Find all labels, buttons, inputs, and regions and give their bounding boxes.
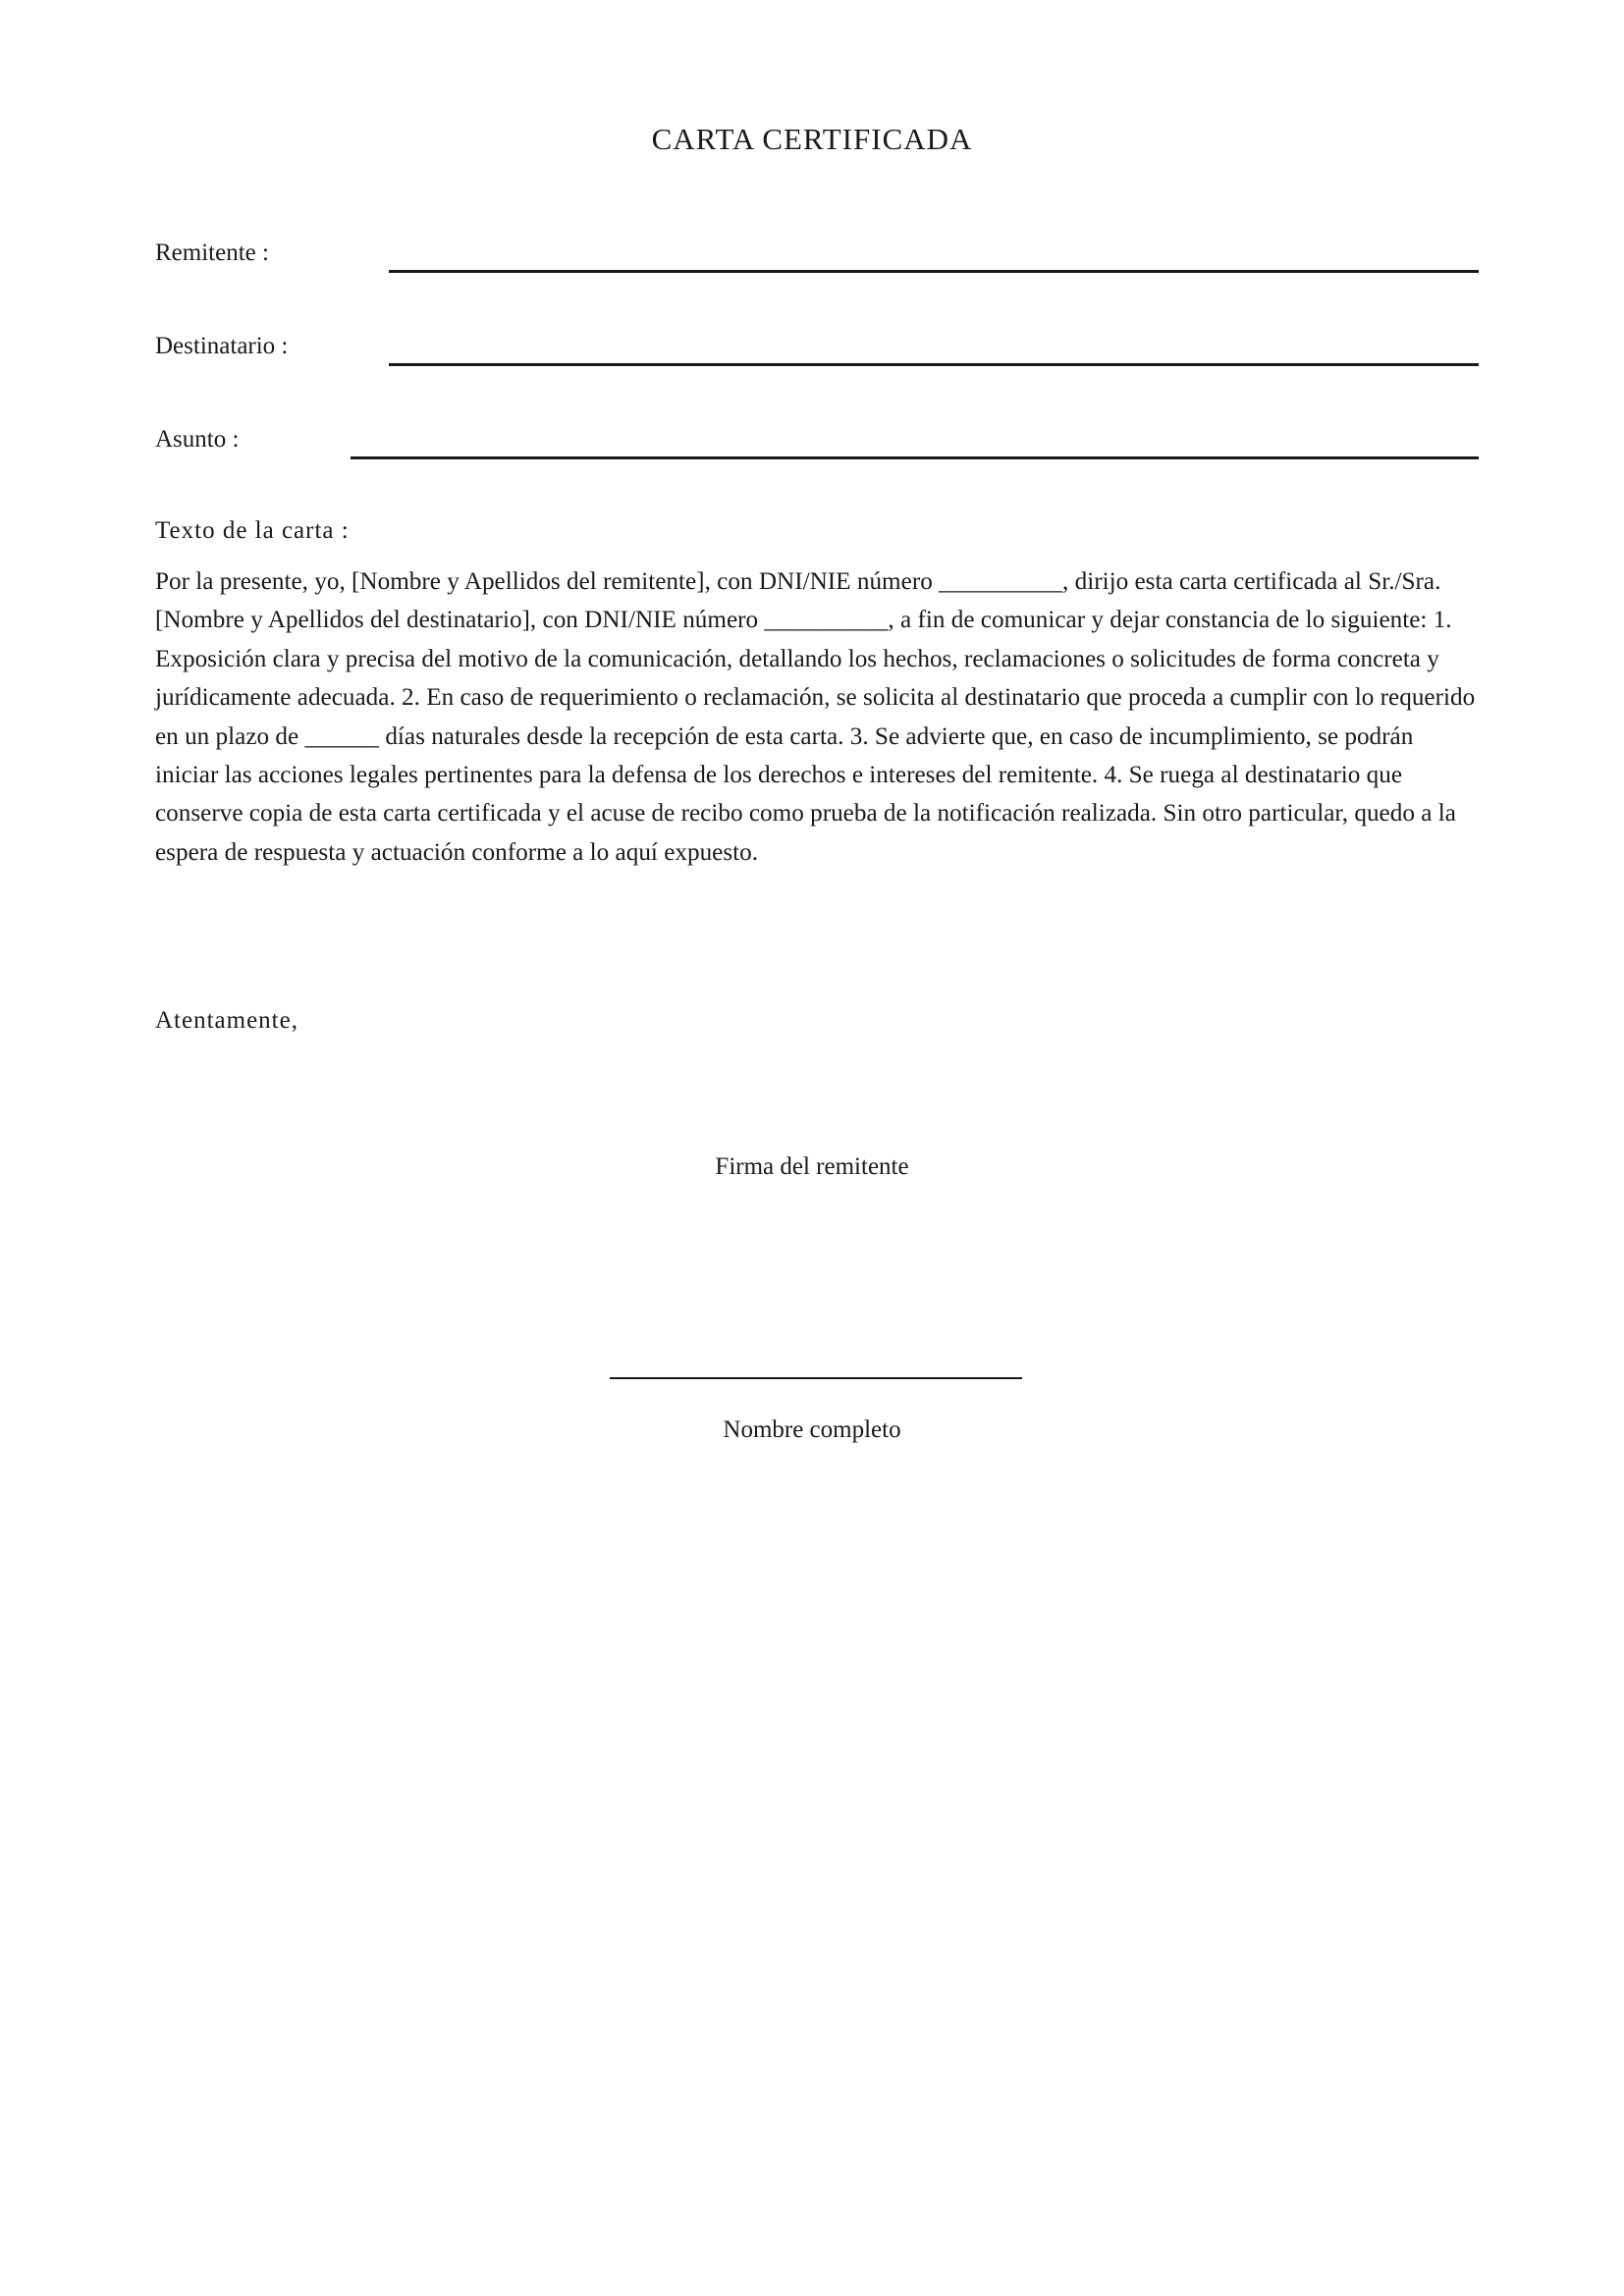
signature-line xyxy=(610,1377,1022,1379)
closing-text: Atentamente, xyxy=(155,1007,298,1034)
letter-body: Por la presente, yo, [Nombre y Apellidos del remitente], con DNI/NIE número __________, dirijo esta carta certificada al Sr./Sra. [Nombre y Apellidos del destinatario], con DNI/NIE número __________, a fin de comunicar y dejar constancia de lo siguiente: 1. Exposición clara y precisa del motivo de la comunicación, detallando los hechos, reclamaciones o solicitudes de forma concreta y jurídicamente adecuada. 2. En caso de requerimiento o reclamación, se solicita al destinatario que proceda a cumplir con lo requerido en un plazo de ______ días naturales desde la recepción de esta carta. 3. Se advierte que, en caso de incumplimiento, se podrán iniciar las acciones legales pertinentes para la defensa de los derechos e intereses del remitente. 4. Se ruega al destinatario que conserve copia de esta carta certificada y el acuse de recibo como prueba de la notificación realizada. Sin otro particular, quedo a la espera de respuesta y actuación conforme a lo aquí expuesto. xyxy=(155,568,1476,866)
full-name-label: Nombre completo xyxy=(723,1416,901,1443)
letter-text-label: Texto de la carta : xyxy=(155,517,350,544)
remitente-label: Remitente : xyxy=(155,240,269,266)
asunto-label: Asunto : xyxy=(155,426,240,453)
remitente-field[interactable] xyxy=(389,270,1479,273)
destinatario-field[interactable] xyxy=(389,363,1479,366)
destinatario-label: Destinatario : xyxy=(155,333,289,359)
asunto-field[interactable] xyxy=(351,456,1479,459)
signature-label: Firma del remitente xyxy=(715,1153,909,1180)
document-title: CARTA CERTIFICADA xyxy=(651,122,973,156)
